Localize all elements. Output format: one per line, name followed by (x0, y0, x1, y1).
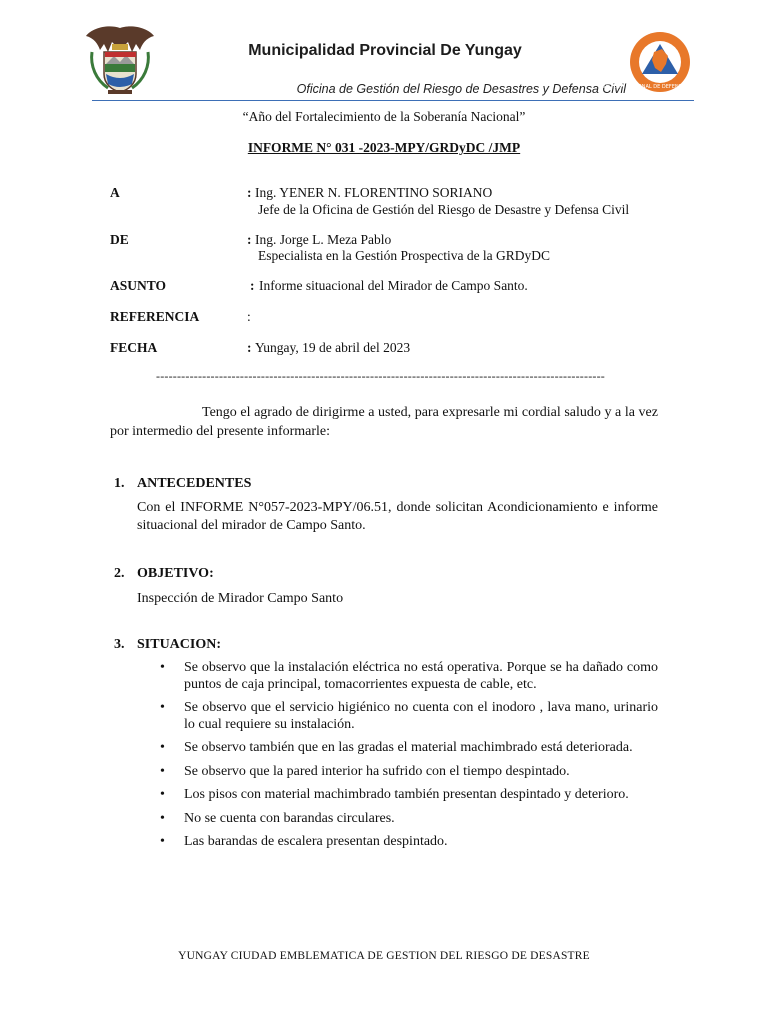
field-value-fecha: Yungay, 19 de abril del 2023 (255, 340, 411, 355)
section-number: 1. (114, 476, 125, 491)
section-number: 3. (114, 637, 125, 652)
field-label-fecha: FECHA (110, 340, 158, 355)
list-item-text: Los pisos con material machimbrado también presentan despintado y deterioro. (184, 787, 629, 802)
section-heading-objetivo (114, 566, 214, 582)
bullet-icon: • (160, 700, 165, 715)
bullet-icon: • (160, 740, 165, 755)
coat-of-arms-logo (84, 22, 156, 96)
section-body-antecedentes: Con el INFORME N°057-2023-MPY/06.51, donde solicitan Acondicionamiento e informe situacional del mirador de Campo Santo. (137, 500, 658, 533)
list-item (160, 660, 658, 693)
list-item (160, 787, 658, 804)
field-colon-a: : (247, 185, 252, 200)
intro-paragraph (110, 403, 658, 441)
list-item (160, 811, 658, 828)
report-number: INFORME N° 031 -2023-MPY/GRDyDC /JMP (247, 140, 521, 155)
field-value-asunto: Informe situacional del Mirador de Campo Santo. (259, 278, 528, 293)
situacion-list (160, 660, 658, 858)
field-colon-referencia: : (247, 309, 251, 324)
bullet-icon: • (160, 660, 165, 675)
field-sub-a: Jefe de la Oficina de Gestión del Riesgo de Desastre y Defensa Civil (258, 202, 630, 217)
section-body-objetivo: Inspección de Mirador Campo Santo (137, 591, 344, 606)
section-heading-antecedentes (114, 476, 251, 492)
year-motto: “Año del Fortalecimiento de la Soberanía Nacional” (242, 109, 526, 124)
list-item (160, 834, 658, 851)
list-item-text: No se cuenta con barandas circulares. (184, 810, 395, 826)
list-item-text: Se observo que la instalación eléctrica no está operativa. Porque se ha dañado como puntos de caja principal, tomacorrientes expuesta de cable, etc. (184, 660, 658, 692)
bullet-icon: • (160, 834, 165, 849)
field-label-referencia: REFERENCIA (110, 309, 200, 324)
bullet-icon: • (160, 763, 165, 779)
organization-subtitle: Oficina de Gestión del Riesgo de Desastres y Defensa Civil (296, 82, 626, 96)
section-title: OBJETIVO: (137, 566, 214, 581)
list-item (160, 740, 658, 757)
field-label-asunto: ASUNTO (110, 278, 167, 293)
section-number: 2. (114, 566, 125, 581)
bullet-icon: • (160, 787, 165, 802)
field-value-a: Ing. YENER N. FLORENTINO SORIANO (255, 185, 493, 200)
bullet-icon: • (160, 810, 165, 826)
page-footer: YUNGAY CIUDAD EMBLEMATICA DE GESTION DEL RIESGO DE DESASTRE (178, 950, 590, 962)
list-item-text: Se observo también que en las gradas el material machimbrado está deteriorada. (184, 740, 633, 755)
field-value-de: Ing. Jorge L. Meza Pablo (255, 232, 392, 247)
list-item-text: Se observo que la pared interior ha sufrido con el tiempo despintado. (184, 763, 570, 779)
field-sub-de: Especialista en la Gestión Prospectiva de la GRDyDC (258, 248, 551, 263)
field-label-a: A (110, 185, 120, 200)
section-title: SITUACION: (137, 637, 222, 652)
header-divider (92, 100, 694, 101)
civil-defense-seal-logo (602, 30, 718, 94)
intro-text: Tengo el agrado de dirigirme a usted, para expresarle mi cordial saludo y a la vez por intermedio del presente informarle: (110, 405, 658, 439)
list-item (160, 700, 658, 733)
svg-text:SISTEMA NACIONAL DE DEFENSA CI: SISTEMA NACIONAL DE DEFENSA CIVIL · PERU (602, 84, 718, 90)
organization-title: Municipalidad Provincial De Yungay (248, 42, 522, 59)
list-item-text: Las barandas de escalera presentan despintado. (184, 834, 448, 849)
separator-line: ----------------------------------------------------------------------------------------------------------- (156, 369, 605, 383)
field-label-de: DE (110, 232, 129, 247)
section-title: ANTECEDENTES (137, 476, 252, 491)
section-heading-situacion (114, 637, 221, 653)
field-colon-fecha: : (247, 340, 252, 355)
field-colon-asunto: : (250, 278, 255, 293)
list-item (160, 764, 658, 781)
list-item-text: Se observo que el servicio higiénico no cuenta con el inodoro , lava mano, urinario lo cual requiere su instalación. (184, 700, 658, 732)
field-colon-de: : (247, 232, 252, 247)
